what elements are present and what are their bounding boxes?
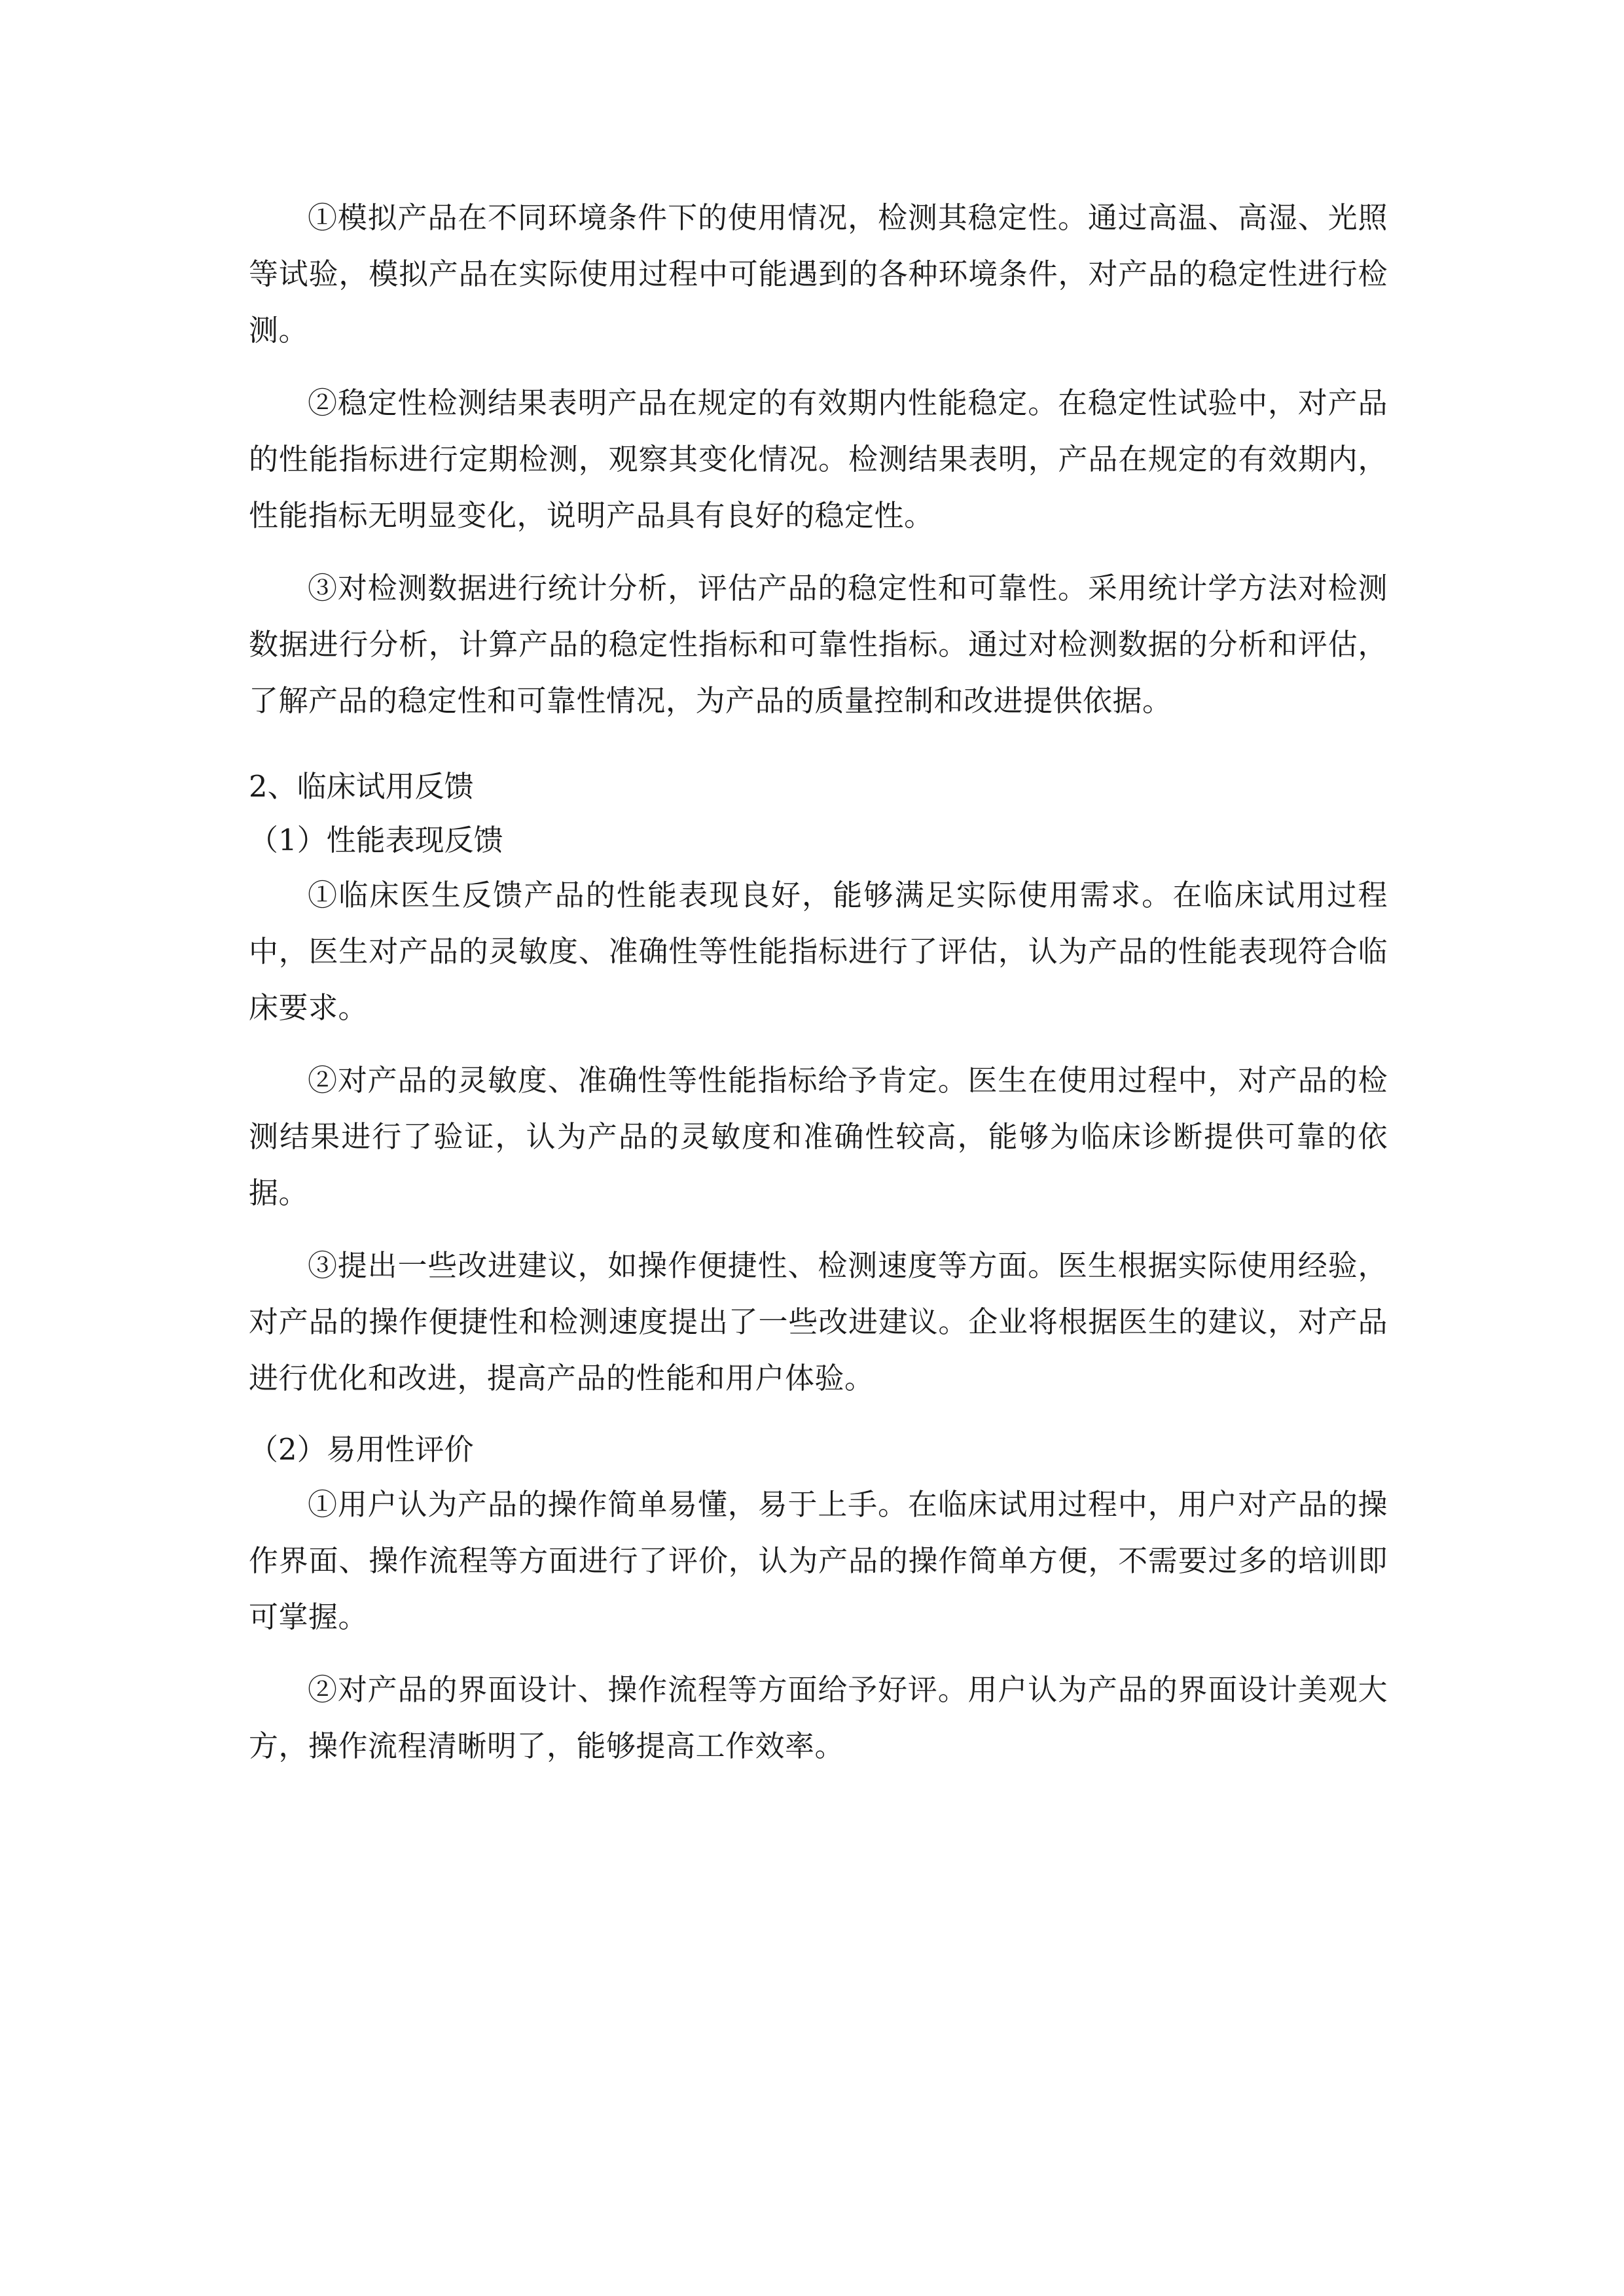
- subheading-usability-evaluation: （2）易用性评价: [249, 1432, 474, 1467]
- paragraph-performance-2: ②对产品的灵敏度、准确性等性能指标给予肯定。医生在使用过程中，对产品的检测结果进行了验证，认为产品的灵敏度和准确性较高，能够为临床诊断提供可靠的依据。: [249, 1063, 1388, 1210]
- document-page: [249, 190, 1388, 1791]
- paragraph-performance-1: ①临床医生反馈产品的性能表现良好，能够满足实际使用需求。在临床试用过程中，医生对产品的灵敏度、准确性等性能指标进行了评估，认为产品的性能表现符合临床要求。: [249, 878, 1388, 1025]
- paragraph-stability-1: ①模拟产品在不同环境条件下的使用情况，检测其稳定性。通过高温、高湿、光照等试验，模拟产品在实际使用过程中可能遇到的各种环境条件，对产品的稳定性进行检测。: [249, 200, 1388, 348]
- section-spacer: [249, 745, 1388, 760]
- paragraph-stability-2: ②稳定性检测结果表明产品在规定的有效期内性能稳定。在稳定性试验中，对产品的性能指标进行定期检测，观察其变化情况。检测结果表明，产品在规定的有效期内，性能指标无明显变化，说明产品具有良好的稳定性。: [249, 386, 1388, 533]
- paragraph-usability-2: ②对产品的界面设计、操作流程等方面给予好评。用户认为产品的界面设计美观大方，操作流程清晰明了，能够提高工作效率。: [249, 1672, 1388, 1763]
- subheading-performance-feedback: （1）性能表现反馈: [249, 823, 503, 857]
- paragraph-usability-1: ①用户认为产品的操作简单易懂，易于上手。在临床试用过程中，用户对产品的操作界面、操作流程等方面进行了评价，认为产品的操作简单方便，不需要过多的培训即可掌握。: [249, 1487, 1388, 1634]
- paragraph-stability-3: ③对检测数据进行统计分析，评估产品的稳定性和可靠性。采用统计学方法对检测数据进行分析，计算产品的稳定性指标和可靠性指标。通过对检测数据的分析和评估，了解产品的稳定性和可靠性情况，为产品的质量控制和改进提供依据。: [249, 571, 1388, 718]
- paragraph-performance-3: ③提出一些改进建议，如操作便捷性、检测速度等方面。医生根据实际使用经验，对产品的操作便捷性和检测速度提出了一些改进建议。企业将根据医生的建议，对产品进行优化和改进，提高产品的性能和用户体验。: [249, 1248, 1388, 1395]
- section-heading-clinical-feedback: 2、临床试用反馈: [249, 769, 474, 804]
